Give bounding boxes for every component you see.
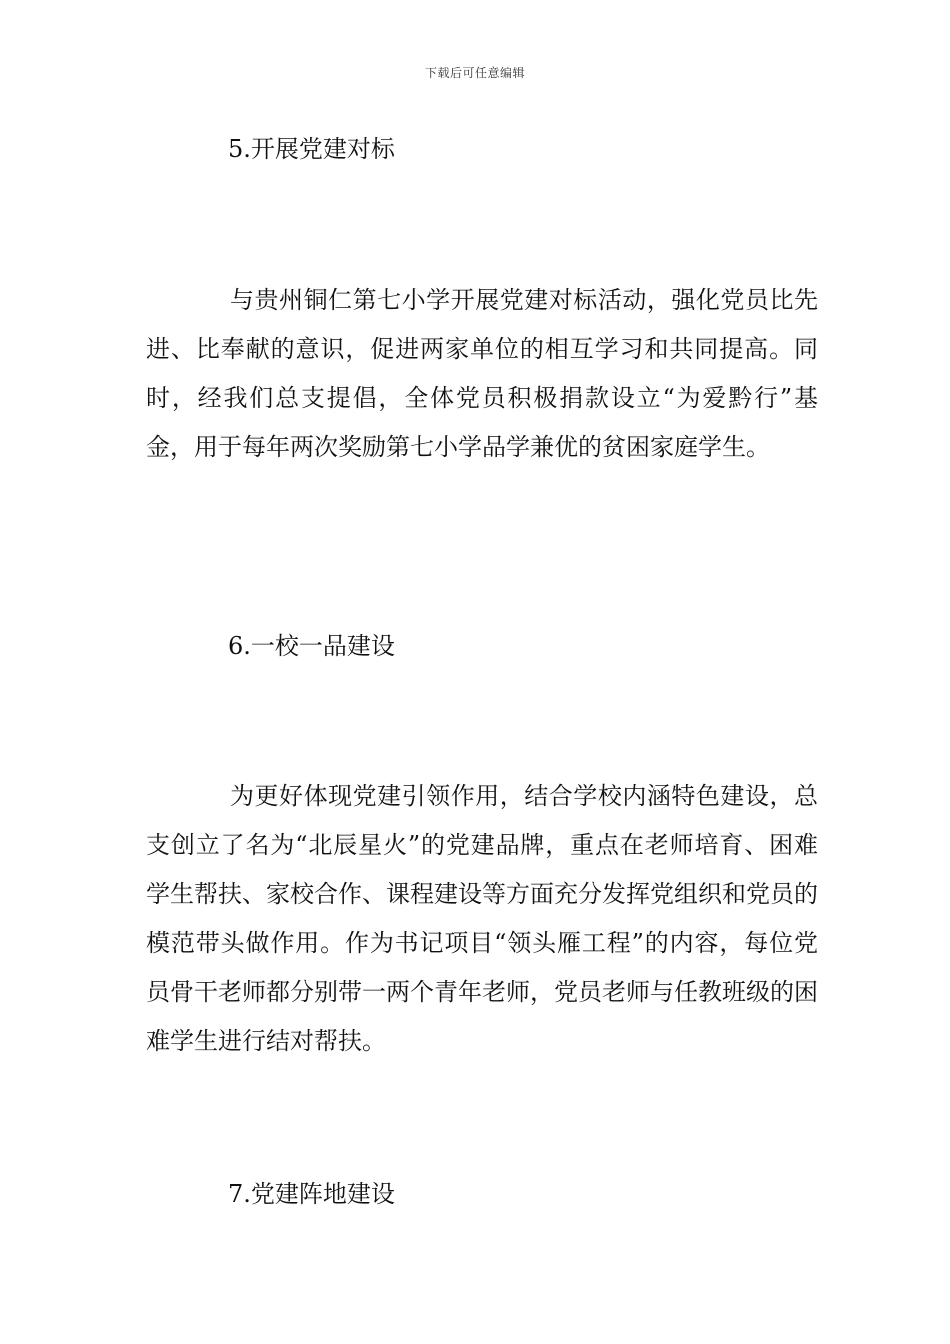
section-paragraph-6: 为更好体现党建引领作用，结合学校内涵特色建设，总支创立了名为“北辰星火”的党建品牌，重点在老师培育、困难学生帮扶、家校合作、课程建设等方面充分发挥党组织和党员的模范带头做作用。作为书记项目“领头雁工程”的内容，每位党员骨干老师都分别带一两个青年老师，党员老师与任教班级的困难学生进行结对帮扶。 (146, 782, 818, 1055)
section-heading-5: 5.开展党建对标 (228, 135, 395, 163)
section-heading-6: 6.一校一品建设 (228, 632, 395, 660)
section-paragraph-5: 与贵州铜仁第七小学开展党建对标活动，强化党员比先进、比奉献的意识，促进两家单位的相互学习和共同提高。同时，经我们总支提倡，全体党员积极捐款设立“为爱黔行”基金，用于每年两次奖励第七小学品学兼优的贫困家庭学生。 (146, 286, 818, 461)
section-heading-7: 7.党建阵地建设 (228, 1180, 395, 1208)
header-note: 下载后可任意编辑 (424, 66, 525, 80)
